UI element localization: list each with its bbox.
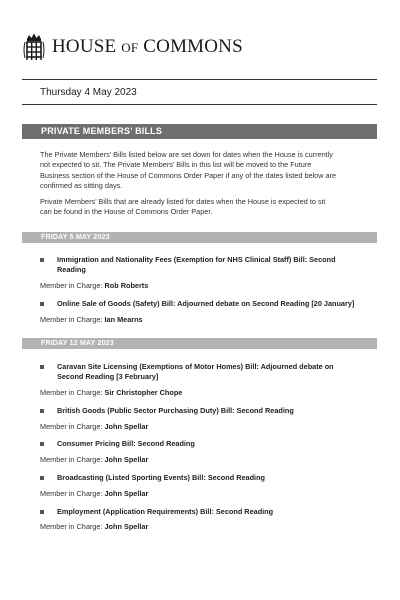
member-name: Rob Roberts (104, 281, 149, 290)
member-name: Ian Mearns (104, 315, 143, 324)
org-word-commons: COMMONS (143, 36, 243, 57)
org-word-of: OF (121, 40, 139, 55)
bill-title: Online Sale of Goods (Safety) Bill: Adjourned debate on Second Reading [20 January] (57, 299, 355, 308)
member-name: John Spellar (104, 522, 149, 531)
bullet-icon (40, 510, 44, 514)
intro-paragraph-2 (40, 197, 370, 218)
member-in-charge (40, 455, 148, 464)
member-in-charge (40, 388, 182, 397)
member-in-charge (40, 281, 148, 290)
bill-title: Employment (Application Requirements) Bill: Second Reading (57, 507, 274, 516)
intro-paragraph-1 (40, 150, 370, 192)
intro-line: The Private Members’ Bills listed below are set down for dates when the House is currently (40, 150, 333, 159)
intro-line: confirmed as sitting days. (40, 181, 123, 191)
bill-item (40, 473, 360, 483)
member-label: Member in Charge: (40, 455, 103, 464)
member-name: John Spellar (104, 489, 149, 498)
member-in-charge (40, 489, 148, 498)
member-label: Member in Charge: (40, 315, 103, 324)
organisation-name (52, 36, 243, 58)
bullet-icon (40, 409, 44, 413)
header-rule-bottom (22, 104, 377, 105)
day-heading-5-may: FRIDAY 5 MAY 2023 (22, 232, 377, 243)
bullet-icon (40, 302, 44, 306)
bill-title: Immigration and Nationality Fees (Exemption for NHS Clinical Staff) Bill: Second Reading (57, 255, 336, 275)
member-name: John Spellar (104, 422, 149, 431)
section-heading: PRIVATE MEMBERS’ BILLS (22, 124, 377, 139)
bill-title: Caravan Site Licensing (Exemptions of Motor Homes) Bill: Adjourned debate on Second Reading [3 February] (57, 362, 334, 382)
bill-title: Consumer Pricing Bill: Second Reading (57, 439, 195, 448)
member-label: Member in Charge: (40, 422, 103, 431)
member-label: Member in Charge: (40, 522, 103, 531)
member-name: Sir Christopher Chope (104, 388, 183, 397)
member-in-charge (40, 422, 148, 431)
member-label: Member in Charge: (40, 489, 103, 498)
bill-title: British Goods (Public Sector Purchasing Duty) Bill: Second Reading (57, 406, 294, 415)
paper-date: Thursday 4 May 2023 (40, 87, 137, 98)
intro-line: Private Members’ Bills that are already listed for dates when the House is expected to sit (40, 197, 326, 206)
masthead (22, 32, 243, 62)
bullet-icon (40, 258, 44, 262)
header-rule-top (22, 79, 377, 80)
bill-item (40, 406, 360, 416)
org-word-house: HOUSE (52, 36, 117, 57)
intro-line: Business section of the House of Commons Order Paper if any of the dates listed below are (40, 170, 337, 180)
portcullis-crest-icon (22, 32, 46, 62)
day-heading-12-may: FRIDAY 12 MAY 2023 (22, 338, 377, 349)
member-in-charge (40, 522, 148, 531)
member-label: Member in Charge: (40, 281, 103, 290)
bill-item (40, 362, 360, 383)
bullet-icon (40, 476, 44, 480)
bullet-icon (40, 365, 44, 369)
bill-item (40, 299, 360, 309)
member-name: John Spellar (104, 455, 149, 464)
bill-item (40, 507, 360, 517)
intro-line: can be found in the House of Commons Order Paper. (40, 207, 213, 217)
member-in-charge (40, 315, 143, 324)
bullet-icon (40, 442, 44, 446)
bill-item (40, 439, 360, 449)
intro-line: not expected to sit. The Private Members’ Bills in this list will be moved to the Future (40, 160, 312, 170)
member-label: Member in Charge: (40, 388, 103, 397)
bill-title: Broadcasting (Listed Sporting Events) Bill: Second Reading (57, 473, 265, 482)
bill-item (40, 255, 360, 276)
